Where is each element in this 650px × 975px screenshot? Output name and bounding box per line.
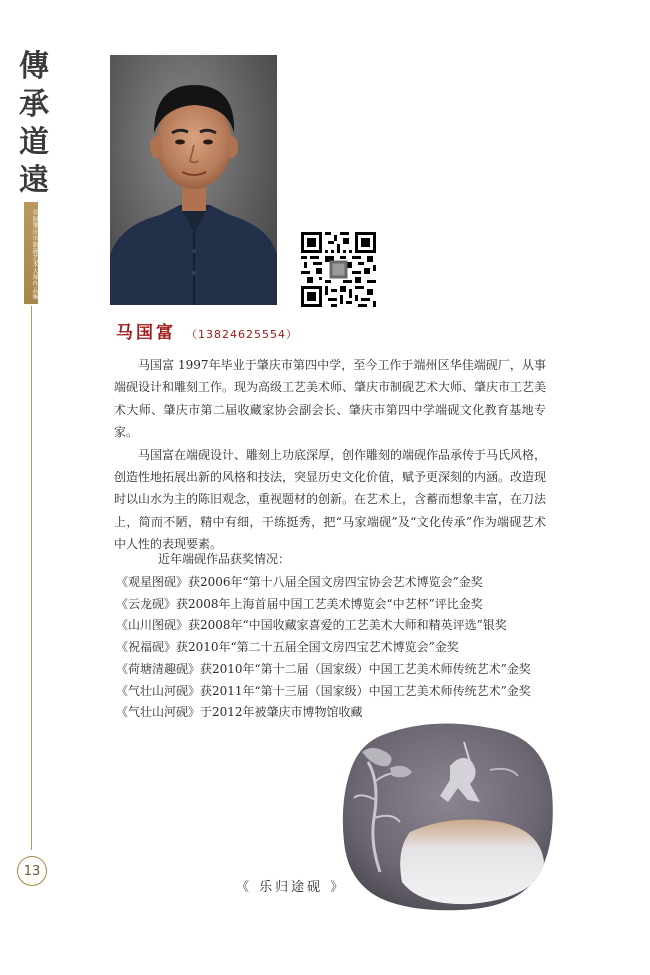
- calligraphy-char: 道: [19, 125, 49, 160]
- artwork-caption: 《 乐归途砚 》: [236, 880, 347, 895]
- qr-code-graphic: [301, 232, 376, 307]
- bio-paragraph: 马国富在端砚设计、雕刻上功底深厚，创作雕刻的端砚作品承传于马氏风格，创造性地拓展出新的风格和技法，突显历史文化价值，赋予更深刻的内涵。改造现时以山水为主的陈旧观念，重视题材的创新。在艺术上，含蓄而想象丰富，在刀法上，简而不陋，精中有细，干练挺秀，把“马家端砚”及“文化传承”作为端砚艺术中人性的表现要素。: [114, 447, 547, 552]
- page-number: 13: [17, 856, 47, 886]
- calligraphy-char: 遠: [19, 163, 49, 198]
- calligraphy-title: [14, 48, 54, 200]
- artist-heading: [116, 318, 298, 343]
- artist-portrait: [110, 55, 277, 305]
- artist-biography: [114, 354, 546, 556]
- calligraphy-char: 承: [19, 87, 49, 122]
- calligraphy-char: 傳: [19, 49, 49, 84]
- award-item: 《云龙砚》获2008年上海首届中国工艺美术博览会“中艺杯”评比金奖: [116, 596, 483, 611]
- awards-heading: 近年端砚作品获奖情况：: [158, 552, 291, 566]
- inkstone-illustration: [340, 722, 555, 912]
- bio-paragraph: 马国富 1997年毕业于肇庆市第四中学，至今工作于端州区华佳端砚厂，从事端砚设计和雕刻工作。现为高级工艺美术师、肇庆市制砚艺术大师、肇庆市工艺美术大师、肇庆市第二届收藏家协会副会长、肇庆市第四中学端砚文化教育基地专家。: [114, 358, 547, 440]
- qr-code[interactable]: [301, 232, 376, 307]
- awards-list: [116, 572, 576, 724]
- collection-title-band: 首届肇庆市制砚艺术大师作品集: [24, 202, 38, 304]
- award-item: 《观星图砚》获2006年“第十八届全国文房四宝协会艺术博览会”金奖: [116, 575, 483, 589]
- artist-phone: （13824625554）: [186, 328, 298, 341]
- inkstone-artwork: [340, 722, 555, 912]
- sidebar-rule: [31, 306, 32, 850]
- artist-name: 马国富: [116, 323, 176, 343]
- portrait-illustration: [110, 55, 277, 305]
- award-item: 《祝福砚》获2010年“第二十五届全国文房四宝艺术博览会”金奖: [116, 640, 459, 655]
- award-item: 《气壮山河砚》获2011年“第十三届（国家级）中国工艺美术师传统艺术”金奖: [116, 683, 531, 698]
- award-item: 《山川图砚》获2008年“中国收藏家喜爱的工艺美术大师和精英评选”银奖: [116, 618, 507, 633]
- award-item: 《荷塘清趣砚》获2010年“第十二届（国家级）中国工艺美术师传统艺术”金奖: [116, 661, 531, 676]
- award-item: 《气壮山河砚》于2012年被肇庆市博物馆收藏: [116, 705, 363, 720]
